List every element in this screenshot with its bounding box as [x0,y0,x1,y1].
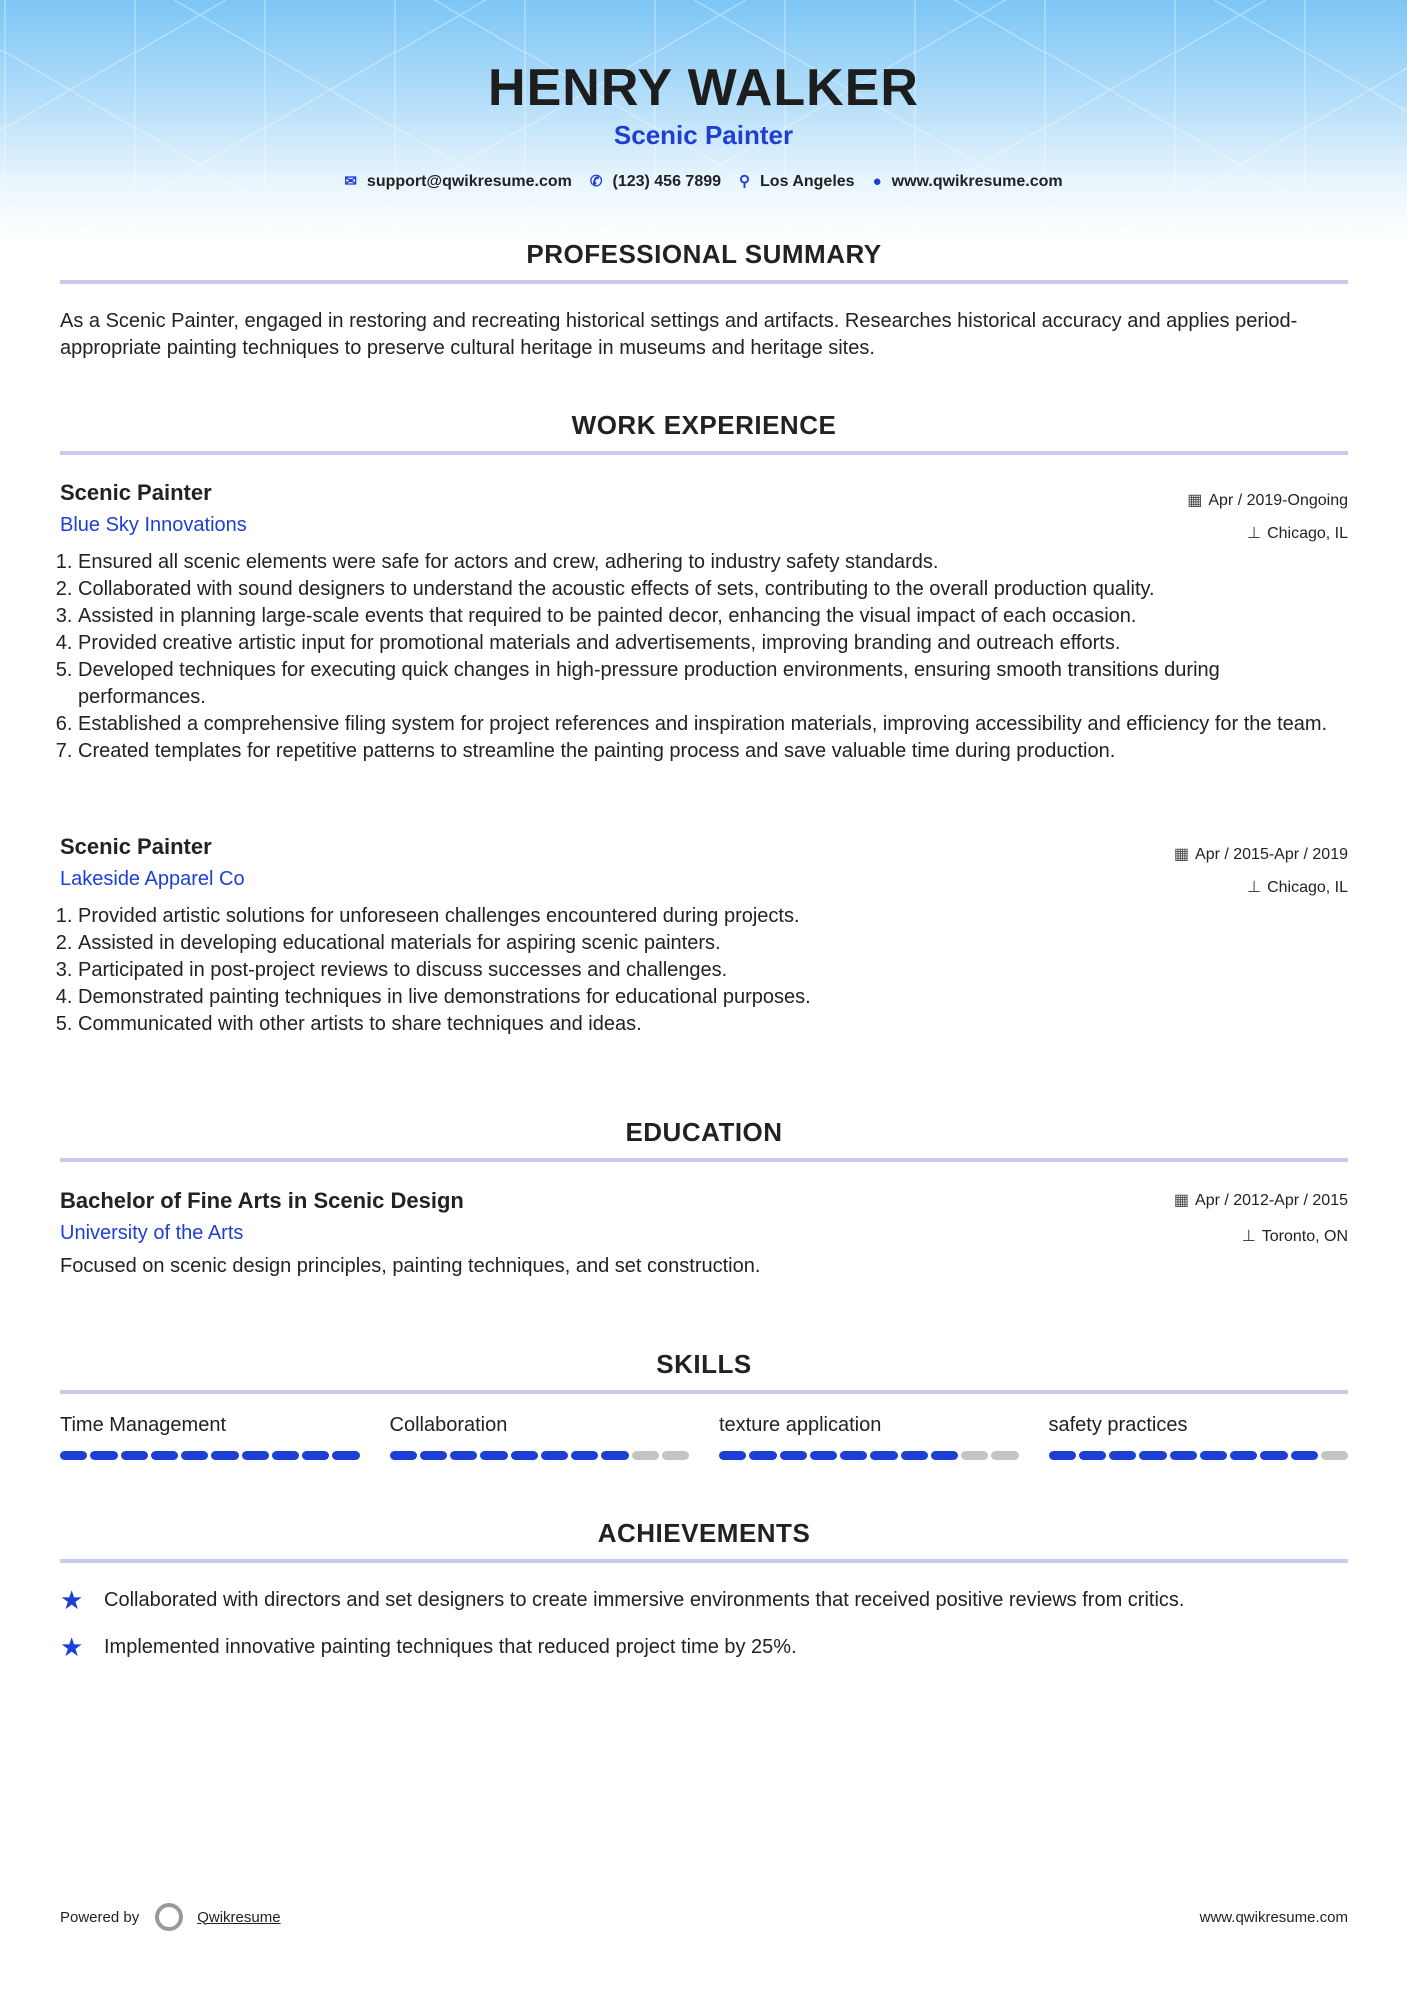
location: ⚲ Los Angeles [739,173,855,190]
education-dates: ▦ Apr / 2012-Apr / 2015 [1173,1192,1348,1209]
summary-text: As a Scenic Painter, engaged in restoring and recreating historical settings and artifacts. Researches historical accuracy and applies period-appropriate painting techniques to preserve cultural heritage in museums and heritage sites. [60,310,1298,359]
skill-name: Time Management [60,1414,226,1436]
bullet: 4. Demonstrated painting techniques in live demonstrations for educational purposes. [78,984,1348,1011]
section-heading: ACHIEVEMENTS [597,1518,811,1548]
skill-item [1049,1414,1349,1460]
header-banner [0,0,1407,240]
skill-segment [1230,1451,1257,1460]
calendar-icon: ▦ [1173,846,1190,863]
phone-icon: ✆ [589,173,603,190]
footer-website[interactable]: www.qwikresume.com [1199,1908,1348,1926]
bullet: 3. Participated in post-project reviews to discuss successes and challenges. [78,957,1348,984]
bullet: 7. Created templates for repetitive patterns to streamline the painting process and save valuable time during production. [78,738,1348,765]
calendar-icon: ▦ [1173,1192,1190,1209]
divider [60,451,1348,455]
achievement-item: ★ Implemented innovative painting techniques that reduced project time by 25%. [60,1632,797,1662]
footer [60,1903,1348,1931]
skill-segment [121,1451,148,1460]
skill-segment [601,1451,628,1460]
skill-segment [840,1451,867,1460]
email[interactable]: ✉ support@qwikresume.com [344,173,572,190]
calendar-icon: ▦ [1187,492,1203,509]
bullet: 4. Provided creative artistic input for promotional materials and advertisements, improving branding and outreach efforts. [78,630,1348,657]
skill-name: safety practices [1048,1414,1188,1436]
pin-icon: ⊥ [1241,1228,1256,1245]
skill-level-bar [390,1451,690,1460]
skill-segment [780,1451,807,1460]
job-entry [60,480,1348,765]
skill-segment [961,1451,988,1460]
bullet: 3. Assisted in planning large-scale events that required to be painted decor, enhancing the visual impact of each occasion. [78,603,1348,630]
skill-segment [1109,1451,1136,1460]
candidate-title: Scenic Painter [613,120,794,150]
globe-icon: ● [872,172,882,190]
achievements-section [60,1518,1348,1663]
skill-segment [931,1451,958,1460]
skill-segment [211,1451,238,1460]
star-icon: ★ [60,1585,84,1615]
skill-segment [511,1451,538,1460]
bullet: 1. Ensured all scenic elements were safe for actors and crew, adhering to industry safety standards. [78,549,1348,576]
work-section [60,410,1348,455]
job-title: Scenic Painter [60,834,212,859]
section-heading: EDUCATION [625,1117,783,1147]
skill-segment [151,1451,178,1460]
job-dates: ▦ Apr / 2019-Ongoing [1187,492,1348,509]
skill-level-bar [60,1451,360,1460]
skill-name: Collaboration [389,1414,508,1436]
contact-row [0,172,1407,191]
section-heading: PROFESSIONAL SUMMARY [526,239,882,269]
map-pin-icon: ⚲ [739,173,751,190]
skill-segment [901,1451,928,1460]
skill-segment [90,1451,117,1460]
skill-segment [480,1451,507,1460]
job-bullets [60,903,1348,1038]
bullet: 1. Provided artistic solutions for unforeseen challenges encountered during projects. [78,903,1348,930]
job-entry [60,834,1348,1038]
company-name: Lakeside Apparel Co [60,868,245,890]
skill-segment [810,1451,837,1460]
section-heading: SKILLS [656,1349,752,1379]
skill-segment [332,1451,359,1460]
star-icon: ★ [60,1632,84,1662]
envelope-icon: ✉ [344,173,357,190]
bullet: 5. Communicated with other artists to share techniques and ideas. [78,1011,1348,1038]
skill-segment [632,1451,659,1460]
education-section [60,1117,1348,1162]
achievement-item: ★ Collaborated with directors and set designers to create immersive environments that received positive reviews from critics. [60,1585,1185,1615]
skill-segment [1170,1451,1197,1460]
skill-item [390,1414,690,1460]
skill-item [60,1414,360,1460]
skill-segment [1079,1451,1106,1460]
divider [60,1158,1348,1162]
education-location: ⊥ Toronto, ON [1241,1228,1348,1245]
skill-segment [662,1451,689,1460]
job-bullets [60,549,1348,765]
skill-level-bar [719,1451,1019,1460]
bullet: 5. Developed techniques for executing quick changes in high-pressure production environments, ensuring smooth transitions during performances. [78,657,1348,711]
brand-link[interactable]: Qwikresume [197,1908,281,1926]
skills-list [60,1414,1348,1460]
website[interactable]: ● www.qwikresume.com [872,172,1063,190]
skill-segment [242,1451,269,1460]
divider [60,280,1348,284]
skill-segment [1049,1451,1076,1460]
skill-segment [719,1451,746,1460]
bullet: 2. Assisted in developing educational materials for aspiring scenic painters. [78,930,1348,957]
skill-segment [60,1451,87,1460]
skill-segment [541,1451,568,1460]
job-dates: ▦ Apr / 2015-Apr / 2019 [1173,846,1348,863]
divider [60,1559,1348,1563]
skill-level-bar [1049,1451,1349,1460]
skill-segment [870,1451,897,1460]
skill-segment [302,1451,329,1460]
phone: ✆ (123) 456 7899 [589,173,722,190]
bullet: 6. Established a comprehensive filing system for project references and inspiration materials, improving accessibility and efficiency for the team. [78,711,1348,738]
divider [60,1390,1348,1394]
education-description: Focused on scenic design principles, painting techniques, and set construction. [60,1255,761,1277]
qwikresume-logo-icon [155,1903,183,1931]
skills-section [60,1349,1348,1460]
company-name: Blue Sky Innovations [60,514,247,536]
bullet: 2. Collaborated with sound designers to understand the acoustic effects of sets, contributing to the overall production quality. [78,576,1348,603]
skill-segment [1200,1451,1227,1460]
summary-section [60,239,1348,362]
education-entry [60,1188,1348,1280]
pin-icon: ⊥ [1247,525,1262,542]
skill-segment [181,1451,208,1460]
skill-segment [420,1451,447,1460]
pin-icon: ⊥ [1247,879,1262,896]
skill-segment [1291,1451,1318,1460]
job-title: Scenic Painter [60,480,212,505]
skill-segment [1260,1451,1287,1460]
job-location: ⊥ Chicago, IL [1247,525,1348,542]
skill-name: texture application [719,1414,882,1436]
skill-segment [749,1451,776,1460]
section-heading: WORK EXPERIENCE [571,410,837,440]
skill-segment [390,1451,417,1460]
powered-by-label: Powered by [60,1908,140,1926]
skill-segment [1321,1451,1348,1460]
skill-segment [991,1451,1018,1460]
skill-item [719,1414,1019,1460]
school-name: University of the Arts [60,1222,244,1244]
skill-segment [1139,1451,1166,1460]
skill-segment [571,1451,598,1460]
skill-segment [450,1451,477,1460]
degree: Bachelor of Fine Arts in Scenic Design [60,1188,464,1213]
skill-segment [272,1451,299,1460]
job-location: ⊥ Chicago, IL [1247,879,1348,896]
candidate-name: HENRY WALKER [488,59,919,117]
